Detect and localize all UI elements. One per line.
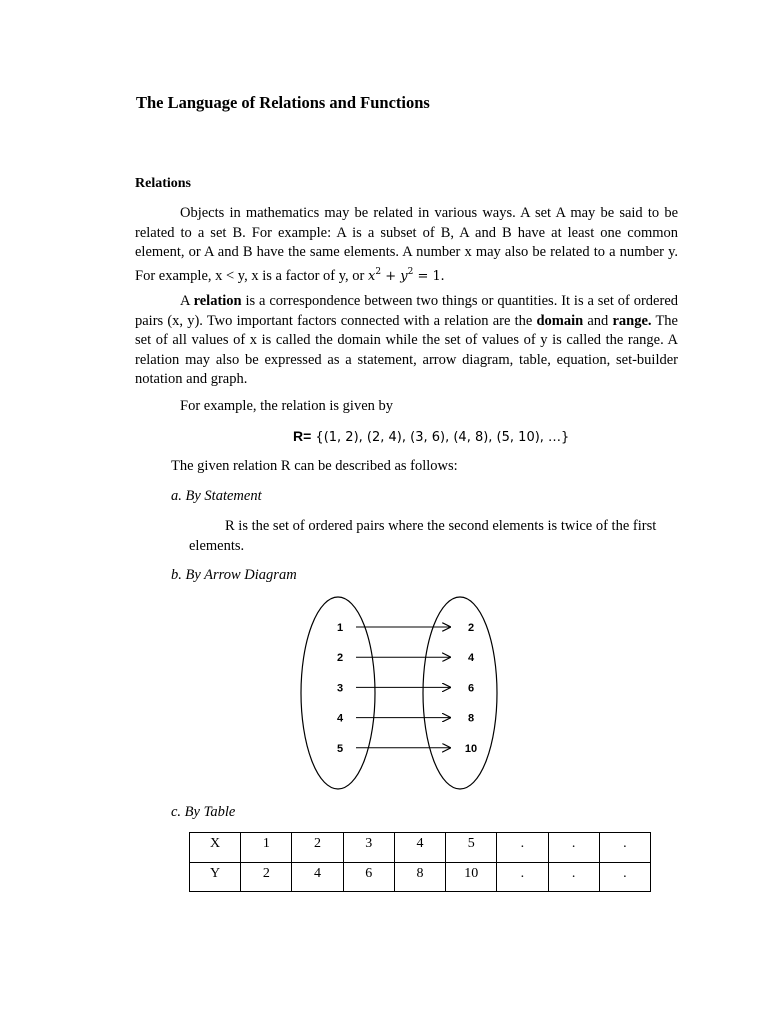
table-cell: . (599, 833, 650, 863)
table-cell: 4 (394, 833, 445, 863)
method-b-heading: b. By Arrow Diagram (171, 567, 297, 583)
table-cell: . (497, 862, 548, 892)
table-cell: 1 (241, 833, 292, 863)
table-cell: . (548, 833, 599, 863)
paragraph-intro-text: Objects in mathematics may be related in various ways. A set A may be said to be related to a set B. For example: A is a subset of B, A and B have at least one common element, or A and B have the same elements. A number x may also be related to a number y. For example, x < y, x is a factor of y, or (135, 205, 678, 284)
equation-period: . (440, 267, 445, 284)
range-element: 8 (467, 712, 475, 725)
table-cell: 5 (446, 833, 497, 863)
table-cell: 2 (292, 833, 343, 863)
equation-plus: + (381, 268, 401, 284)
paragraph-relation (135, 292, 678, 390)
equation-exp-1: 2 (375, 266, 382, 277)
relation-set-label: R= (293, 428, 312, 444)
table-row-x (190, 833, 651, 863)
statement-text: R is the set of ordered pairs where the second elements is twice of the first elements. (189, 518, 657, 554)
term-domain: domain (536, 312, 584, 329)
example-intro: For example, the relation is given by (180, 398, 394, 414)
domain-element: 1 (336, 622, 344, 634)
table-cell: X (190, 833, 241, 863)
relation-table (189, 832, 651, 892)
table-cell: 3 (343, 833, 394, 863)
domain-element: 2 (336, 652, 344, 665)
range-element: 4 (467, 652, 475, 665)
range-element: 6 (467, 682, 475, 695)
range-ellipse (423, 597, 497, 789)
paragraph-relation-d: The set of all values of x is called the domain while the set of values of y is called the range. A relation may also be expressed as a statement, arrow diagram, table, equation, set-builder notation and graph. (135, 312, 678, 387)
table-cell: 6 (343, 862, 394, 892)
equation-exp-2: 2 (407, 266, 414, 277)
table-cell: 10 (446, 862, 497, 892)
table-cell: . (548, 862, 599, 892)
relation-set (293, 428, 569, 445)
section-heading: Relations (135, 176, 191, 191)
arrow-diagram (290, 595, 520, 795)
method-c-heading: c. By Table (171, 804, 236, 820)
equation-y: y (400, 268, 408, 284)
domain-element: 3 (336, 682, 344, 695)
equation-x: x (368, 268, 376, 284)
table-cell: 8 (394, 862, 445, 892)
paragraph-relation-a: A (180, 293, 194, 309)
page-title: The Language of Relations and Functions (136, 93, 430, 112)
described-line: The given relation R can be described as follows: (171, 458, 458, 474)
method-a-heading: a. By Statement (171, 488, 262, 504)
paragraph-relation-b: is a correspondence between two things or quantities. It is a set of ordered pairs (x, y). Two important factors connected with a relation are the (135, 293, 679, 329)
domain-element: 5 (336, 742, 344, 755)
statement-text-block (189, 517, 679, 556)
term-range: range. (612, 312, 652, 329)
relation-set-value: {(1, 2), (2, 4), (3, 6), (4, 8), (5, 10), …} (311, 430, 570, 445)
equation-rest: = 1 (413, 268, 441, 284)
table-row-y (190, 862, 651, 892)
term-relation: relation (193, 293, 242, 309)
range-element: 10 (464, 742, 478, 755)
table-cell: . (497, 833, 548, 863)
table-cell: Y (190, 862, 241, 892)
table-cell: 4 (292, 862, 343, 892)
paragraph-relation-c: and (583, 312, 613, 329)
table-cell: . (599, 862, 650, 892)
table-cell: 2 (241, 862, 292, 892)
paragraph-intro (135, 204, 678, 286)
domain-element: 4 (336, 712, 344, 725)
range-element: 2 (467, 622, 475, 634)
